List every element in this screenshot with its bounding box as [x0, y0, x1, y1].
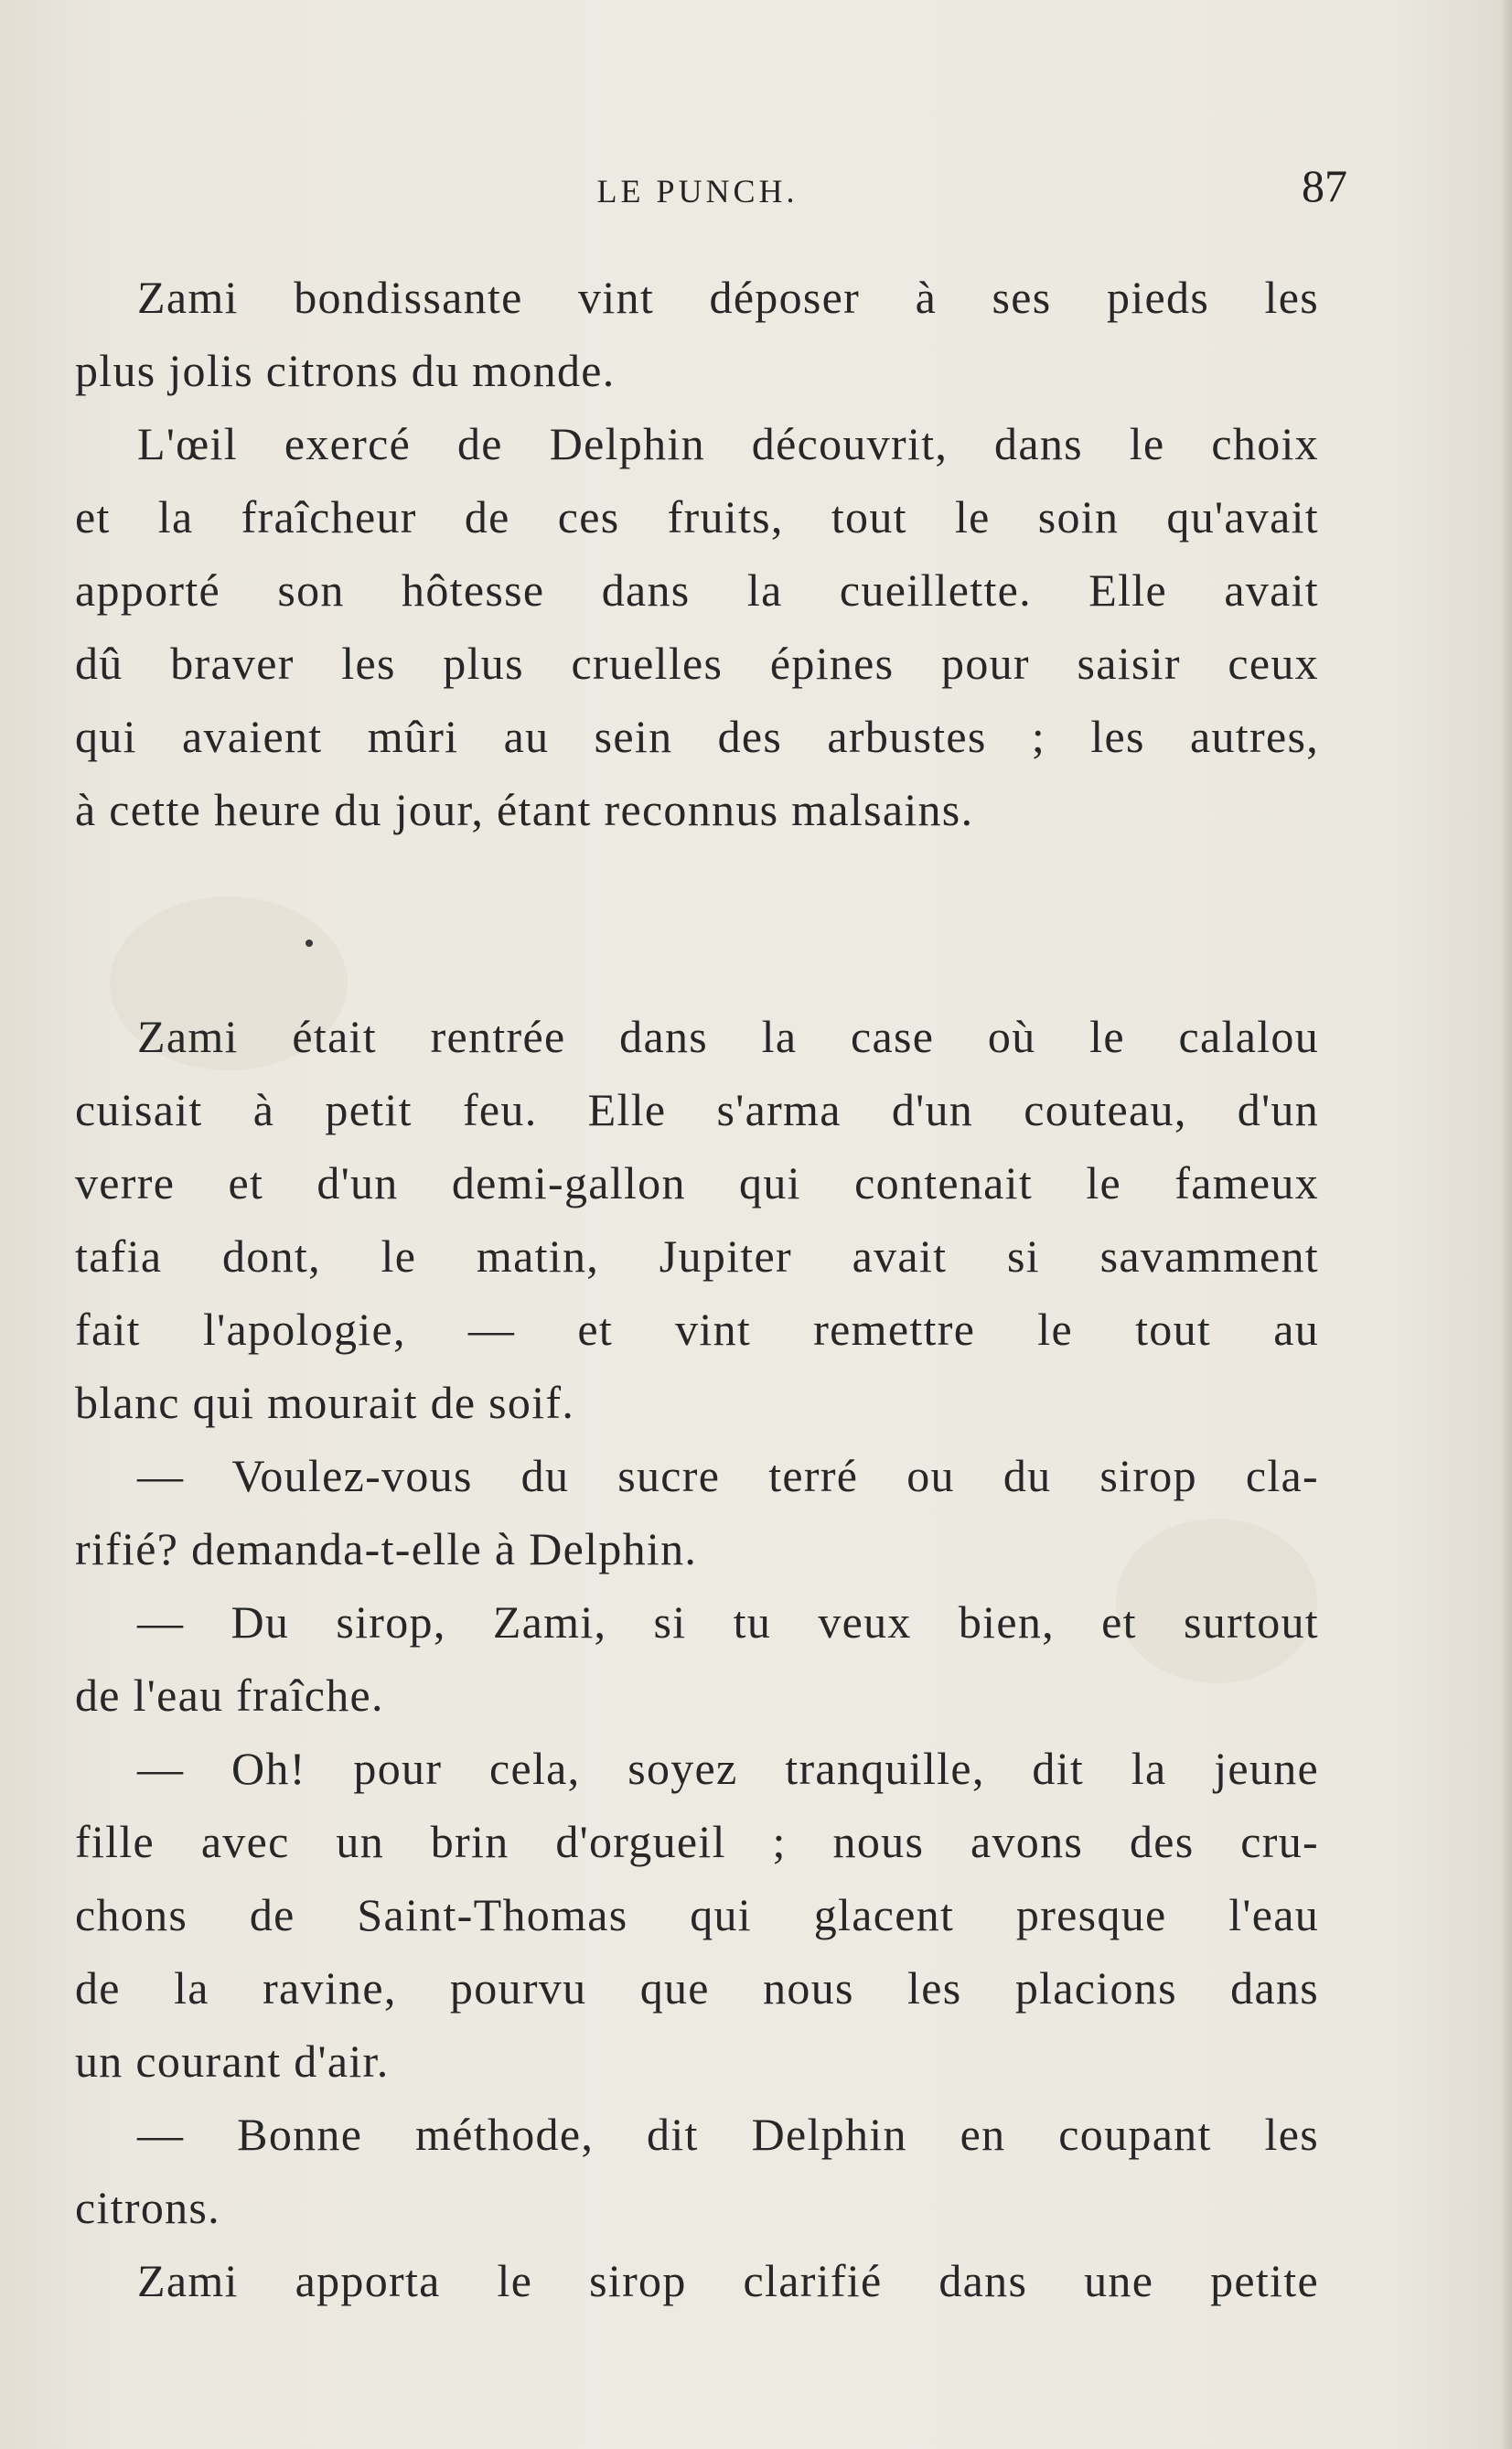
text-line: tafia dont, le matin, Jupiter avait si savamment	[75, 1230, 1319, 1282]
page-header	[75, 156, 1347, 220]
page-number: 87	[1302, 160, 1347, 211]
paragraph	[75, 407, 1319, 846]
text-line: et la fraîcheur de ces fruits, tout le soin qu'avait	[75, 491, 1319, 542]
paragraph	[75, 2098, 1319, 2244]
text-line: un courant d'air.	[75, 2035, 390, 2087]
body-text	[75, 261, 1319, 2317]
text-line: apporté son hôtesse dans la cueillette. Elle avait	[75, 564, 1319, 616]
paragraph	[75, 1439, 1319, 1585]
text-line: de la ravine, pourvu que nous les placions dans	[75, 1962, 1319, 2014]
paragraph	[75, 1000, 1319, 1439]
running-title: LE PUNCH.	[596, 173, 799, 209]
text-line: qui avaient mûri au sein des arbustes ; les autres,	[75, 711, 1319, 762]
text-line: dû braver les plus cruelles épines pour saisir ceux	[75, 638, 1319, 689]
text-line: chons de Saint-Thomas qui glacent presque l'eau	[75, 1889, 1319, 1940]
text-line: Zami était rentrée dans la case où le calalou	[137, 1011, 1319, 1062]
text-line: fait l'apologie, — et vint remettre le tout au	[75, 1304, 1319, 1355]
text-line: rifié? demanda-t-elle à Delphin.	[75, 1523, 698, 1574]
text-line: — Oh! pour cela, soyez tranquille, dit la jeune	[137, 1743, 1319, 1794]
paragraph	[75, 1585, 1319, 1732]
text-line: citrons.	[75, 2182, 220, 2233]
paragraph	[75, 2244, 1319, 2317]
text-line: L'œil exercé de Delphin découvrit, dans le choix	[137, 418, 1319, 469]
section-break-dot	[306, 940, 313, 947]
text-line: fille avec un brin d'orgueil ; nous avons des cru-	[75, 1816, 1319, 1867]
text-line: verre et d'un demi-gallon qui contenait le fameux	[75, 1157, 1319, 1208]
text-line: — Bonne méthode, dit Delphin en coupant les	[137, 2109, 1319, 2160]
section-break	[75, 846, 1319, 1000]
text-line: de l'eau fraîche.	[75, 1670, 384, 1721]
text-line: — Voulez-vous du sucre terré ou du sirop cla-	[137, 1450, 1319, 1501]
text-line: plus jolis citrons du monde.	[75, 345, 616, 396]
paragraph	[75, 1732, 1319, 2098]
text-line: cuisait à petit feu. Elle s'arma d'un couteau, d'un	[75, 1084, 1319, 1135]
text-line: — Du sirop, Zami, si tu veux bien, et surtout	[137, 1596, 1319, 1648]
text-line: Zami apporta le sirop clarifié dans une petite	[137, 2255, 1319, 2306]
page-edge	[1503, 0, 1512, 2449]
text-line: à cette heure du jour, étant reconnus malsains.	[75, 784, 974, 835]
text-line: Zami bondissante vint déposer à ses pieds les	[137, 272, 1319, 323]
paragraph	[75, 261, 1319, 407]
text-line: blanc qui mourait de soif.	[75, 1377, 575, 1428]
